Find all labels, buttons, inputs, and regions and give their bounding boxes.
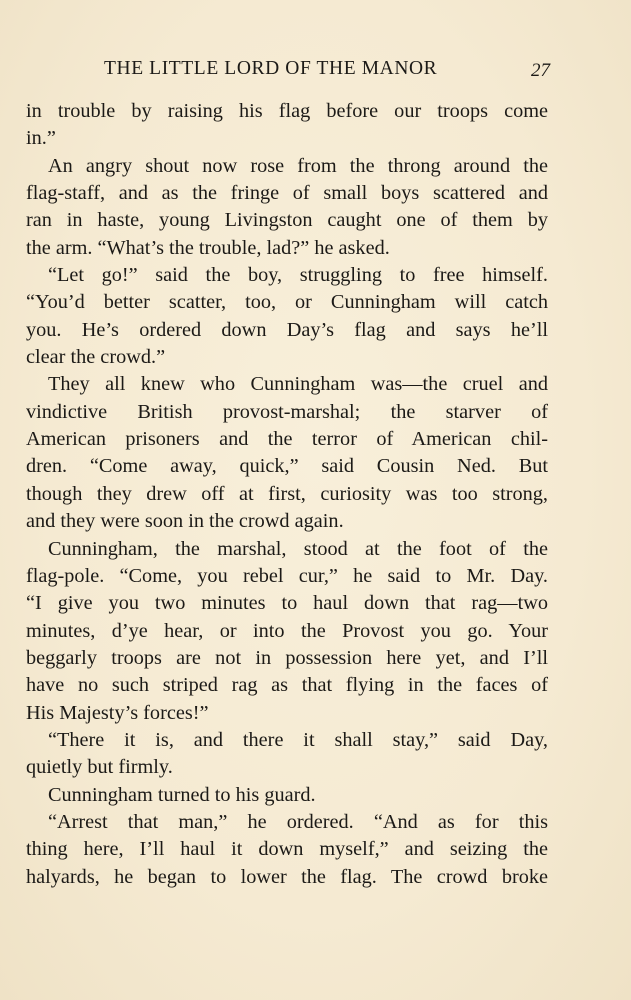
text-line: “Let go!” said the boy, struggling to free himself. — [48, 264, 548, 287]
text-line: “There it is, and there it shall stay,” said Day, — [48, 728, 548, 751]
text-line: in.” — [26, 127, 56, 150]
body-text — [26, 98, 548, 891]
text-line: in trouble by raising his flag before our troops come — [26, 100, 548, 122]
text-line: clear the crowd.” — [26, 346, 166, 369]
text-line: His Majesty’s forces!” — [26, 701, 209, 724]
text-line: They all knew who Cunningham was—the cruel and — [48, 373, 548, 396]
text-line: flag-pole. “Come, you rebel cur,” he said to Mr. Day. — [26, 564, 548, 587]
text-line: quietly but firmly. — [26, 756, 173, 779]
text-line: American prisoners and the terror of American chil- — [26, 428, 548, 451]
running-title: THE LITTLE LORD OF THE MANOR — [104, 58, 438, 79]
page-header — [26, 58, 550, 84]
text-line: halyards, he began to lower the flag. The crowd broke — [26, 865, 548, 888]
text-line: Cunningham, the marshal, stood at the foot of the — [48, 537, 548, 560]
text-line: and they were soon in the crowd again. — [26, 510, 344, 533]
text-line: beggarly troops are not in possession here yet, and I’ll — [26, 646, 548, 669]
text-line: flag-staff, and as the fringe of small boys scattered and — [26, 182, 548, 205]
text-line: Cunningham turned to his guard. — [48, 783, 316, 806]
text-line: dren. “Come away, quick,” said Cousin Ned. But — [26, 455, 548, 478]
text-line: you. He’s ordered down Day’s flag and says he’ll — [26, 318, 548, 341]
text-line: the arm. “What’s the trouble, lad?” he asked. — [26, 236, 390, 259]
text-line: ran in haste, young Livingston caught one of them by — [26, 209, 548, 232]
text-line: “I give you two minutes to haul down that rag—two — [26, 592, 548, 615]
text-line: An angry shout now rose from the throng around the — [48, 154, 548, 177]
text-line: though they drew off at first, curiosity was too strong, — [26, 482, 548, 505]
text-line: minutes, d’ye hear, or into the Provost you go. Your — [26, 619, 548, 642]
text-line: have no such striped rag as that flying in the faces of — [26, 674, 548, 697]
text-line: thing here, I’ll haul it down myself,” and seizing the — [26, 838, 548, 861]
text-line: “You’d better scatter, too, or Cunningham will catch — [26, 291, 548, 314]
text-line: “Arrest that man,” he ordered. “And as for this — [48, 810, 548, 833]
page-number: 27 — [531, 60, 550, 81]
text-line: vindictive British provost-marshal; the starver of — [26, 400, 548, 423]
